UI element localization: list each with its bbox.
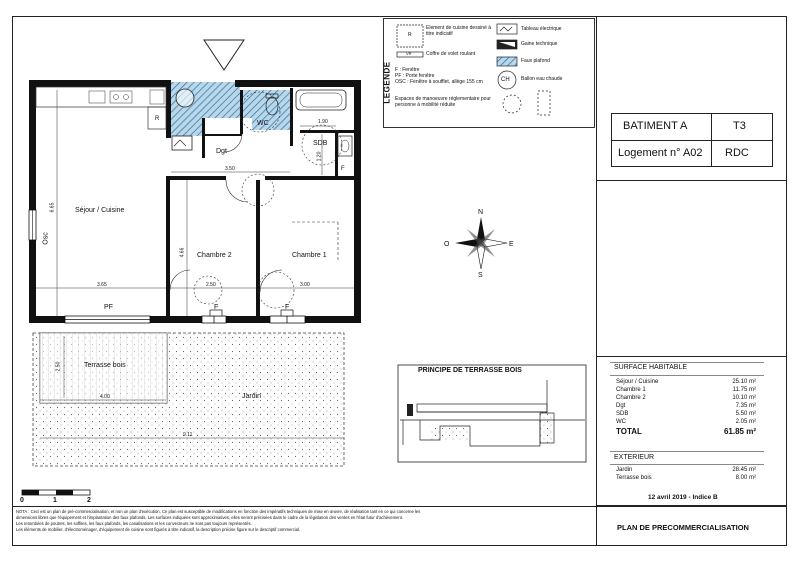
legend-label-electrical: Tableau électrique: [521, 26, 562, 32]
room-label-jardin: Jardin: [242, 393, 262, 400]
dim-250-terrace: 2.50: [55, 361, 62, 372]
legend-abbrev-f: F : Fenêtre: [395, 67, 420, 73]
surface-row: Séjour / Cuisine 25.10 m²: [616, 379, 756, 385]
dim-300: 3.00: [300, 282, 310, 288]
scale-label-0: 0: [20, 497, 24, 504]
legend-label-false-ceiling: Faux plafond: [521, 58, 550, 64]
legend-label-shutter: Coffre de volet roulant: [426, 51, 476, 57]
unit-number: Logement n° A02: [618, 147, 703, 159]
legend-label-duct: Gaine technique: [521, 41, 558, 47]
compass-rose-icon: [455, 217, 507, 269]
water-heater-icon: [176, 89, 194, 107]
dim-400: 4.00: [100, 394, 110, 400]
surface-total-row: TOTAL 61.85 m²: [616, 427, 756, 436]
dim-665: 6.65: [49, 202, 56, 213]
exterior-row: Terrasse bois 8.00 m²: [616, 475, 756, 481]
dim-190: 1.90: [318, 119, 328, 125]
plan-title: PLAN DE PRECOMMERCIALISATION: [617, 523, 749, 532]
floor-level: RDC: [725, 147, 749, 159]
scale-label-2: 2: [87, 497, 91, 504]
terrace-section-box: [398, 365, 586, 462]
building-label: BATIMENT A: [623, 120, 688, 132]
scale-bar: [22, 490, 90, 495]
room-label-terrasse: Terrasse bois: [84, 362, 126, 369]
legend-label-kitchen: Element de cuisine dessiné à titre indicatif: [426, 25, 492, 37]
compass-s: S: [478, 272, 483, 279]
dim-120: 1.20: [316, 151, 323, 162]
dim-911: 9.11: [183, 432, 193, 438]
note-line-4: Les éléments de mobilier, d'électroménager, d'équipement de cuisine sont figurés à titre indicatif, la description précise figure sur le descriptif commercial.: [16, 527, 301, 532]
note-line-3: Les retombées de poutres, les soffites, les faux plafonds, les canalisations et les convecteurs ne sont pas toujours représentés.: [16, 521, 252, 526]
room-label-sejour: Séjour / Cuisine: [75, 207, 125, 214]
surface-row: WC 2.05 m²: [616, 419, 756, 425]
legend-abbrev-osc: OSC : Fenêtre à soufflet, allège 155 cm: [395, 79, 483, 85]
scale-label-1: 1: [53, 497, 57, 504]
legend-abbrev-pf: PF : Porte fenêtre: [395, 73, 435, 79]
note-line-2: dimensions libres que l'équipement et l'implantation des faux plafonds. Les surfaces indiquées sont approximatives, elles seront précisées dans le cadre de la législation des ventes en l'état futur d'achèvement.: [16, 515, 404, 520]
dim-350: 3.50: [225, 166, 235, 172]
compass-o: O: [444, 241, 450, 248]
room-label-wc: WC: [257, 120, 269, 127]
compass-n: N: [478, 209, 484, 216]
revision-date: 12 avril 2019 - Indice B: [648, 494, 718, 501]
surface-row: Chambre 1 11.75 m²: [616, 387, 756, 393]
legend-symbol-vr: VR: [406, 51, 412, 56]
window-label-sdb: F: [341, 166, 345, 172]
surface-row: Chambre 2 10.10 m²: [616, 395, 756, 401]
surface-row: Dgt 7.35 m²: [616, 403, 756, 409]
room-label-dgt: Dgt: [216, 148, 227, 155]
entrance-arrow-icon: [204, 40, 244, 70]
legend-label-water-heater: Ballon eau chaude: [521, 76, 563, 82]
surfaces-title: SURFACE HABITABLE: [614, 364, 688, 371]
dim-365: 3.65: [97, 282, 107, 288]
exterior-title: EXTERIEUR: [614, 454, 655, 461]
unit-type: T3: [733, 120, 746, 132]
note-line-1: NOTA : Ceci est un plan de pré-commercialisation, et non un plan d'exécution. Ce plan est susceptible de modifications en fonction des impératifs techniques de mise en œuvre, de réalisation tant en ce qui concerne les: [16, 509, 421, 514]
legend-title: LEGENDE: [382, 61, 392, 104]
pf-label: PF: [104, 304, 113, 311]
surface-row: SDB 5.50 m²: [616, 411, 756, 417]
terrace-section-title: PRINCIPE DE TERRASSE BOIS: [418, 367, 522, 374]
exterior-row: Jardin 28.45 m²: [616, 467, 756, 473]
room-label-chambre-1: Chambre 1: [292, 252, 327, 259]
room-label-chambre-2: Chambre 2: [197, 252, 232, 259]
compass-e: E: [509, 241, 514, 248]
legend-pmr-note: Espaces de manoeuvre réglementaire pour personne à mobilité réduite: [395, 96, 491, 108]
osc-label: Osc: [42, 232, 50, 245]
window-label-ch2: F: [214, 304, 219, 311]
dim-466: 4.66: [179, 247, 186, 258]
dim-250: 2.50: [206, 282, 216, 288]
legend-symbol-ch: CH: [501, 77, 510, 83]
window-label-ch1: F: [285, 304, 290, 311]
fridge-label: R: [155, 116, 160, 122]
legend-symbol-r: R: [408, 32, 412, 38]
room-label-sdb: SDB: [313, 140, 328, 147]
